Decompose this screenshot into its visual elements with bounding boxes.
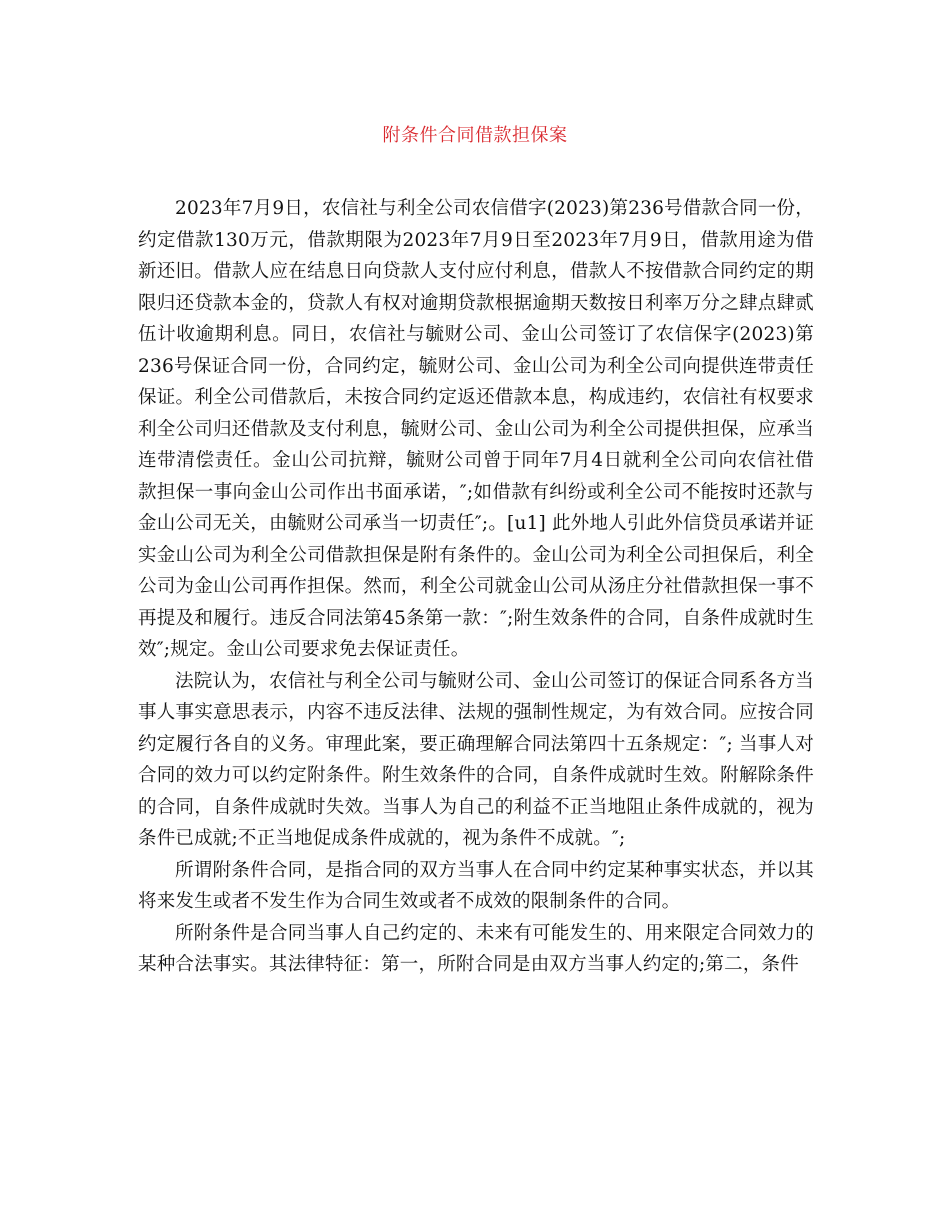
paragraph: 所附条件是合同当事人自己约定的、未来有可能发生的、用来限定合同效力的某种合法事实。其法律特征：第一，所附合同是由双方当事人约定的;第二，条件 [138,922,814,975]
paragraph: 2023年7月9日，农信社与利全公司农信借字(2023)第236号借款合同一份，约定借款130万元，借款期限为2023年7月9日至2023年7月9日，借款用途为借新还旧。借款人应在结息日向贷款人支付应付利息，借款人不按借款合同约定的期限归还贷款本金的，贷款人有权对逾期贷款根据逾期天数按日利率万分之肆点肆贰伍计收逾期利息。同日，农信社与毓财公司、金山公司签订了农信保字(2023)第236号保证合同一份，合同约定，毓财公司、金山公司为利全公司向提供连带责任保证。利全公司借款后，未按合同约定返还借款本息，构成违约，农信社有权要求利全公司归还借款及支付利息，毓财公司、金山公司为利全公司提供担保，应承当连带清偿责任。金山公司抗辩，毓财公司曾于同年7月4日就利全公司向农信社借款担保一事向金山公司作出书面承诺，″;如借款有纠纷或利全公司不能按时还款与金山公司无关，由毓财公司承当一切责任″;。[u1] 此外地人引此外信贷员承诺并证实金山公司为利全公司借款担保是附有条件的。金山公司为利全公司担保后，利全公司为金山公司再作担保。然而，利全公司就金山公司从汤庄分社借款担保一事不再提及和履行。违反合同法第45条第一款：″;附生效条件的合同，自条件成就时生效″;规定。金山公司要求免去保证责任。 [138,198,814,660]
document-body [138,193,814,981]
paragraph: 所谓附条件合同，是指合同的双方当事人在合同中约定某种事实状态，并以其将来发生或者不发生作为合同生效或者不成效的限制条件的合同。 [138,859,814,912]
document-title: 附条件合同借款担保案 [382,125,568,146]
paragraph: 法院认为，农信社与利全公司与毓财公司、金山公司签订的保证合同系各方当事人事实意思表示，内容不违反法律、法规的强制性规定，为有效合同。应按合同约定履行各自的义务。审理此案，要正确理解合同法第四十五条规定：″; 当事人对合同的效力可以约定附条件。附生效条件的合同，自条件成就时生效。附解除条件的合同，自条件成就时失效。当事人为自己的利益不正当地阻止条件成就的，视为条件已成就;不正当地促成条件成就的，视为条件不成就。″; [138,670,814,849]
